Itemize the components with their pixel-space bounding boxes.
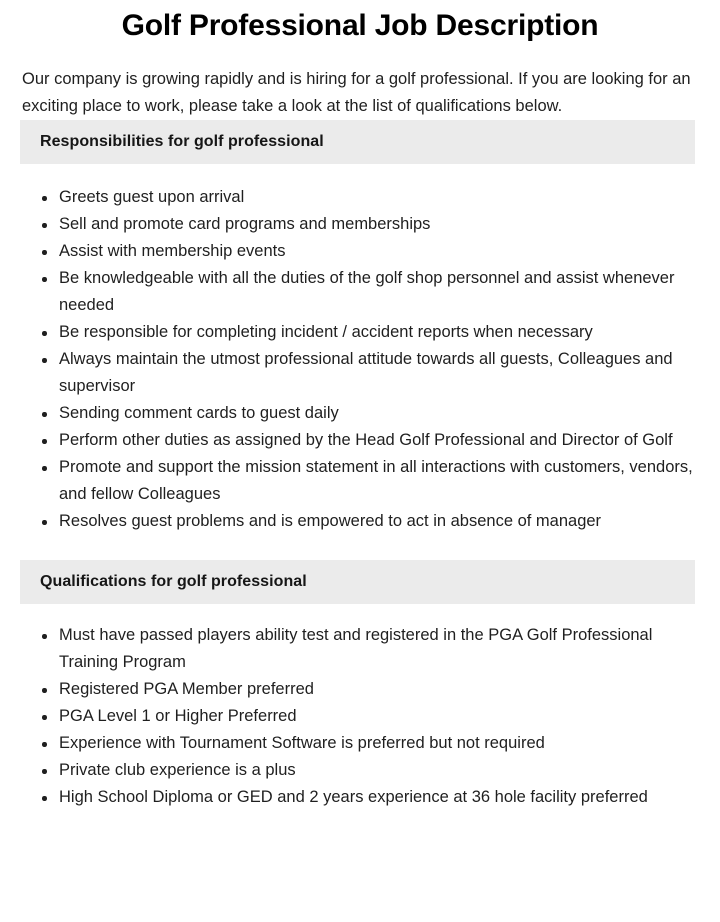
section-responsibilities [0,120,720,535]
list-item: Be responsible for completing incident / accident reports when necessary [0,319,720,346]
list-item: Must have passed players ability test and registered in the PGA Golf Professional Training Program [0,622,720,676]
page-title: Golf Professional Job Description [121,9,599,42]
qualifications-list [0,604,720,811]
section-qualifications [0,560,720,811]
section-heading-qualifications: Qualifications for golf professional [40,573,307,590]
list-item: Registered PGA Member preferred [0,676,720,703]
list-item: Sending comment cards to guest daily [0,400,720,427]
intro-paragraph: Our company is growing rapidly and is hiring for a golf professional. If you are looking for an exciting place to work, please take a look at the list of qualifications below. [22,70,691,115]
responsibilities-list [0,164,720,535]
section-heading-responsibilities: Responsibilities for golf professional [40,133,324,150]
list-item: Promote and support the mission statement in all interactions with customers, vendors, and fellow Colleagues [0,454,720,508]
list-item: Assist with membership events [0,238,720,265]
section-spacer [0,535,720,560]
list-item: Resolves guest problems and is empowered to act in absence of manager [0,508,720,535]
list-item: Greets guest upon arrival [0,184,720,211]
list-item: Private club experience is a plus [0,757,720,784]
section-header-bar-responsibilities [20,120,695,164]
list-item: PGA Level 1 or Higher Preferred [0,703,720,730]
list-item: Sell and promote card programs and memberships [0,211,720,238]
list-item: Perform other duties as assigned by the Head Golf Professional and Director of Golf [0,427,720,454]
list-item: Be knowledgeable with all the duties of the golf shop personnel and assist whenever needed [0,265,720,319]
list-item: Experience with Tournament Software is preferred but not required [0,730,720,757]
section-header-bar-qualifications [20,560,695,604]
list-item: High School Diploma or GED and 2 years experience at 36 hole facility preferred [0,784,720,811]
list-item: Always maintain the utmost professional attitude towards all guests, Colleagues and supervisor [0,346,720,400]
